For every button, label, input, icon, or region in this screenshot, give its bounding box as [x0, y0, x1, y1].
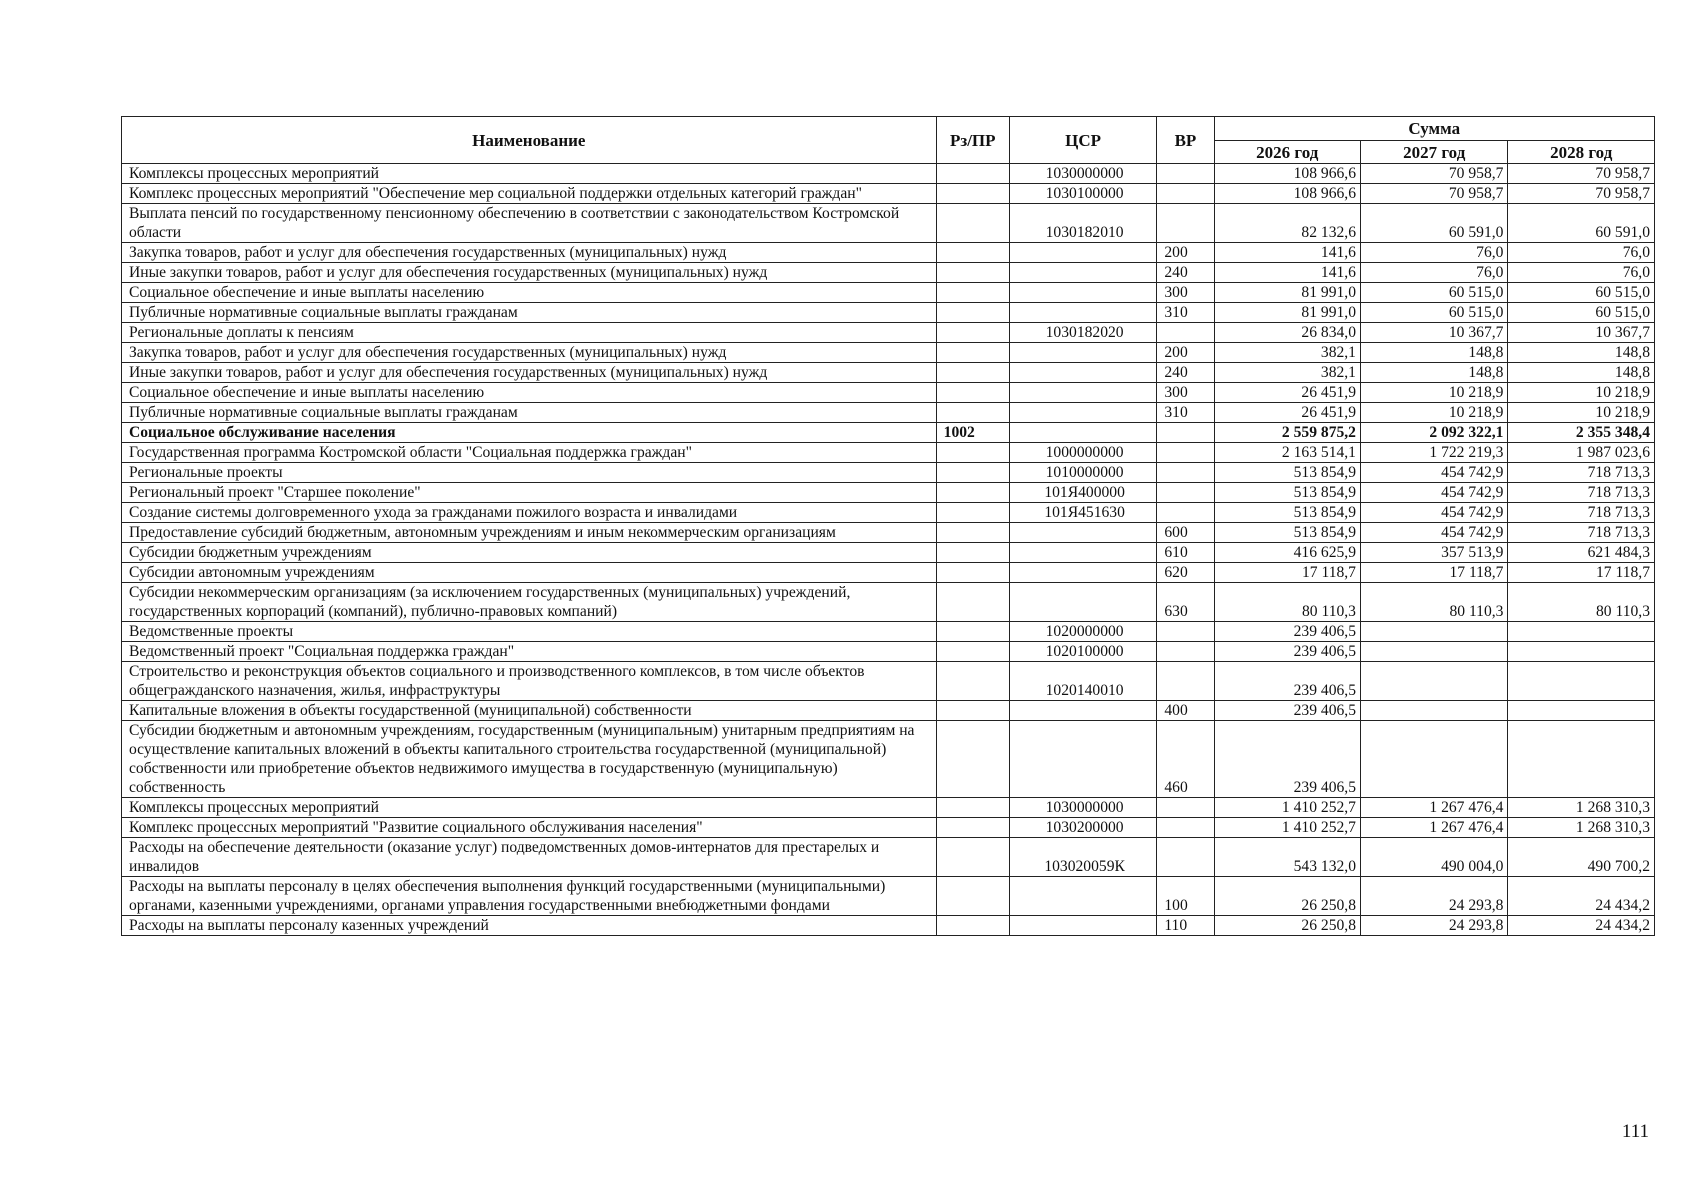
cell-sum-2026: 239 406,5	[1214, 642, 1360, 662]
header-rz: Рз/ПР	[936, 117, 1009, 164]
cell-vr: 310	[1157, 403, 1214, 423]
cell-name: Субсидии бюджетным учреждениям	[122, 543, 937, 563]
cell-csr: 1030000000	[1009, 164, 1156, 184]
cell-sum-2028: 24 434,2	[1508, 916, 1655, 936]
cell-vr	[1157, 483, 1214, 503]
table-row	[122, 303, 1655, 323]
cell-sum-2028: 60 591,0	[1508, 204, 1655, 243]
cell-sum-2028: 148,8	[1508, 363, 1655, 383]
cell-sum-2026: 382,1	[1214, 363, 1360, 383]
cell-sum-2028: 10 367,7	[1508, 323, 1655, 343]
cell-vr: 300	[1157, 383, 1214, 403]
cell-sum-2026: 26 250,8	[1214, 916, 1360, 936]
cell-sum-2026: 513 854,9	[1214, 523, 1360, 543]
cell-rz-pr	[936, 283, 1009, 303]
cell-vr	[1157, 622, 1214, 642]
cell-csr	[1009, 523, 1156, 543]
cell-sum-2028: 60 515,0	[1508, 303, 1655, 323]
cell-csr	[1009, 877, 1156, 916]
cell-sum-2027	[1360, 701, 1507, 721]
cell-rz-pr	[936, 263, 1009, 283]
cell-sum-2028: 718 713,3	[1508, 503, 1655, 523]
cell-sum-2027: 80 110,3	[1360, 583, 1507, 622]
header-year-2027: 2027 год	[1360, 141, 1507, 164]
table-row	[122, 204, 1655, 243]
cell-rz-pr	[936, 343, 1009, 363]
cell-rz-pr	[936, 916, 1009, 936]
cell-rz-pr	[936, 363, 1009, 383]
cell-name: Публичные нормативные социальные выплаты гражданам	[122, 303, 937, 323]
cell-sum-2026: 513 854,9	[1214, 483, 1360, 503]
cell-csr: 1030100000	[1009, 184, 1156, 204]
cell-sum-2027: 60 515,0	[1360, 283, 1507, 303]
cell-csr: 1030182020	[1009, 323, 1156, 343]
cell-vr: 460	[1157, 721, 1214, 798]
cell-sum-2028	[1508, 622, 1655, 642]
cell-name: Иные закупки товаров, работ и услуг для обеспечения государственных (муниципальных) нужд	[122, 263, 937, 283]
cell-name: Расходы на выплаты персоналу казенных учреждений	[122, 916, 937, 936]
cell-sum-2026: 26 250,8	[1214, 877, 1360, 916]
cell-sum-2027	[1360, 662, 1507, 701]
cell-name: Комплекс процессных мероприятий "Обеспечение мер социальной поддержки отдельных категорий граждан"	[122, 184, 937, 204]
header-name: Наименование	[122, 117, 937, 164]
cell-name: Региональные доплаты к пенсиям	[122, 323, 937, 343]
cell-rz-pr	[936, 543, 1009, 563]
cell-name: Комплексы процессных мероприятий	[122, 798, 937, 818]
cell-sum-2026: 141,6	[1214, 263, 1360, 283]
cell-rz-pr	[936, 164, 1009, 184]
cell-sum-2028: 76,0	[1508, 263, 1655, 283]
cell-sum-2027: 1 722 219,3	[1360, 443, 1507, 463]
cell-name: Предоставление субсидий бюджетным, автономным учреждениям и иным некоммерческим организациям	[122, 523, 937, 543]
cell-name: Создание системы долговременного ухода за гражданами пожилого возраста и инвалидами	[122, 503, 937, 523]
cell-sum-2027: 454 742,9	[1360, 503, 1507, 523]
table-row	[122, 543, 1655, 563]
cell-vr	[1157, 184, 1214, 204]
cell-sum-2027: 10 367,7	[1360, 323, 1507, 343]
cell-name: Строительство и реконструкция объектов социального и производственного комплексов, в том числе объектов общегражданского назначения, жилья, инфраструктуры	[122, 662, 937, 701]
cell-sum-2027: 24 293,8	[1360, 916, 1507, 936]
cell-csr	[1009, 403, 1156, 423]
table-row	[122, 818, 1655, 838]
cell-vr: 240	[1157, 363, 1214, 383]
cell-sum-2026: 2 559 875,2	[1214, 423, 1360, 443]
table-row	[122, 721, 1655, 798]
cell-rz-pr	[936, 838, 1009, 877]
cell-csr: 1030182010	[1009, 204, 1156, 243]
cell-name: Ведомственный проект "Социальная поддержка граждан"	[122, 642, 937, 662]
table-row	[122, 363, 1655, 383]
cell-sum-2027: 148,8	[1360, 363, 1507, 383]
cell-sum-2026: 1 410 252,7	[1214, 798, 1360, 818]
cell-sum-2027: 1 267 476,4	[1360, 798, 1507, 818]
cell-csr	[1009, 423, 1156, 443]
cell-sum-2028: 70 958,7	[1508, 164, 1655, 184]
table-row	[122, 523, 1655, 543]
table-row	[122, 503, 1655, 523]
cell-rz-pr	[936, 622, 1009, 642]
cell-rz-pr	[936, 563, 1009, 583]
cell-sum-2026: 81 991,0	[1214, 303, 1360, 323]
cell-csr: 1030000000	[1009, 798, 1156, 818]
cell-sum-2028: 2 355 348,4	[1508, 423, 1655, 443]
cell-rz-pr	[936, 877, 1009, 916]
table-row	[122, 283, 1655, 303]
cell-csr	[1009, 303, 1156, 323]
cell-vr	[1157, 642, 1214, 662]
cell-rz-pr	[936, 184, 1009, 204]
cell-vr	[1157, 503, 1214, 523]
table-row	[122, 916, 1655, 936]
cell-sum-2027: 76,0	[1360, 243, 1507, 263]
cell-rz-pr	[936, 523, 1009, 543]
cell-sum-2028: 17 118,7	[1508, 563, 1655, 583]
cell-vr	[1157, 818, 1214, 838]
cell-csr	[1009, 363, 1156, 383]
cell-rz-pr	[936, 483, 1009, 503]
cell-sum-2028	[1508, 721, 1655, 798]
cell-sum-2027: 60 591,0	[1360, 204, 1507, 243]
cell-sum-2028	[1508, 701, 1655, 721]
cell-csr: 1020140010	[1009, 662, 1156, 701]
cell-csr	[1009, 263, 1156, 283]
cell-vr: 110	[1157, 916, 1214, 936]
cell-sum-2028	[1508, 642, 1655, 662]
cell-vr	[1157, 443, 1214, 463]
table-row	[122, 243, 1655, 263]
cell-sum-2027: 454 742,9	[1360, 463, 1507, 483]
cell-vr: 620	[1157, 563, 1214, 583]
table-row	[122, 463, 1655, 483]
cell-sum-2028: 60 515,0	[1508, 283, 1655, 303]
cell-sum-2028: 1 268 310,3	[1508, 798, 1655, 818]
cell-sum-2027: 490 004,0	[1360, 838, 1507, 877]
table-row	[122, 838, 1655, 877]
cell-sum-2028: 80 110,3	[1508, 583, 1655, 622]
cell-rz-pr	[936, 323, 1009, 343]
cell-vr: 240	[1157, 263, 1214, 283]
cell-sum-2026: 239 406,5	[1214, 721, 1360, 798]
cell-sum-2026: 82 132,6	[1214, 204, 1360, 243]
cell-vr: 200	[1157, 243, 1214, 263]
table-row	[122, 701, 1655, 721]
cell-rz-pr: 1002	[936, 423, 1009, 443]
cell-name: Публичные нормативные социальные выплаты гражданам	[122, 403, 937, 423]
cell-sum-2027: 70 958,7	[1360, 164, 1507, 184]
cell-name: Выплата пенсий по государственному пенсионному обеспечению в соответствии с законодательством Костромской области	[122, 204, 937, 243]
cell-csr: 1030200000	[1009, 818, 1156, 838]
cell-name: Капитальные вложения в объекты государственной (муниципальной) собственности	[122, 701, 937, 721]
cell-csr	[1009, 721, 1156, 798]
cell-vr	[1157, 164, 1214, 184]
cell-rz-pr	[936, 463, 1009, 483]
cell-name: Субсидии автономным учреждениям	[122, 563, 937, 583]
cell-sum-2026: 239 406,5	[1214, 622, 1360, 642]
cell-sum-2026: 26 834,0	[1214, 323, 1360, 343]
cell-sum-2028: 1 268 310,3	[1508, 818, 1655, 838]
cell-rz-pr	[936, 721, 1009, 798]
cell-sum-2026: 1 410 252,7	[1214, 818, 1360, 838]
cell-rz-pr	[936, 403, 1009, 423]
cell-sum-2026: 416 625,9	[1214, 543, 1360, 563]
cell-name: Социальное обслуживание населения	[122, 423, 937, 443]
cell-name: Закупка товаров, работ и услуг для обеспечения государственных (муниципальных) нужд	[122, 343, 937, 363]
cell-sum-2028: 24 434,2	[1508, 877, 1655, 916]
cell-sum-2027: 454 742,9	[1360, 483, 1507, 503]
cell-sum-2027: 454 742,9	[1360, 523, 1507, 543]
page-number: 111	[1621, 1121, 1649, 1142]
cell-sum-2027: 70 958,7	[1360, 184, 1507, 204]
cell-sum-2026: 382,1	[1214, 343, 1360, 363]
cell-vr	[1157, 204, 1214, 243]
cell-rz-pr	[936, 798, 1009, 818]
cell-sum-2027: 148,8	[1360, 343, 1507, 363]
cell-vr	[1157, 838, 1214, 877]
cell-csr	[1009, 383, 1156, 403]
cell-csr: 1000000000	[1009, 443, 1156, 463]
cell-rz-pr	[936, 303, 1009, 323]
cell-vr: 400	[1157, 701, 1214, 721]
cell-csr	[1009, 583, 1156, 622]
table-row	[122, 423, 1655, 443]
cell-sum-2028: 718 713,3	[1508, 483, 1655, 503]
cell-csr: 1020000000	[1009, 622, 1156, 642]
table-row	[122, 164, 1655, 184]
cell-rz-pr	[936, 383, 1009, 403]
table-row	[122, 403, 1655, 423]
cell-sum-2028: 10 218,9	[1508, 383, 1655, 403]
cell-csr: 101Я451630	[1009, 503, 1156, 523]
cell-rz-pr	[936, 583, 1009, 622]
cell-name: Расходы на выплаты персоналу в целях обеспечения выполнения функций государственными (муниципальными) органами, казенными учреждениями, органами управления государственными внебюджетными фондами	[122, 877, 937, 916]
cell-name: Субсидии бюджетным и автономным учреждениям, государственным (муниципальным) унитарным предприятиям на осуществление капитальных вложений в объекты капитального строительства государственной (муниципальной) собственности или приобретение объектов недвижимого имущества в государственную (муниципальную) собственность	[122, 721, 937, 798]
header-year-2028: 2028 год	[1508, 141, 1655, 164]
cell-name: Комплекс процессных мероприятий "Развитие социального обслуживания населения"	[122, 818, 937, 838]
cell-sum-2028: 718 713,3	[1508, 463, 1655, 483]
cell-vr: 100	[1157, 877, 1214, 916]
cell-name: Иные закупки товаров, работ и услуг для обеспечения государственных (муниципальных) нужд	[122, 363, 937, 383]
cell-sum-2027	[1360, 721, 1507, 798]
cell-rz-pr	[936, 701, 1009, 721]
table-row	[122, 877, 1655, 916]
cell-sum-2028: 70 958,7	[1508, 184, 1655, 204]
cell-name: Расходы на обеспечение деятельности (оказание услуг) подведомственных домов-интернатов для престарелых и инвалидов	[122, 838, 937, 877]
cell-csr: 103020059К	[1009, 838, 1156, 877]
cell-rz-pr	[936, 503, 1009, 523]
cell-sum-2027: 357 513,9	[1360, 543, 1507, 563]
cell-vr: 630	[1157, 583, 1214, 622]
cell-csr	[1009, 543, 1156, 563]
cell-sum-2026: 543 132,0	[1214, 838, 1360, 877]
cell-name: Социальное обеспечение и иные выплаты населению	[122, 383, 937, 403]
cell-rz-pr	[936, 662, 1009, 701]
cell-sum-2027: 24 293,8	[1360, 877, 1507, 916]
cell-name: Региональные проекты	[122, 463, 937, 483]
cell-csr	[1009, 283, 1156, 303]
table-body	[122, 164, 1655, 936]
cell-rz-pr	[936, 818, 1009, 838]
cell-name: Региональный проект "Старшее поколение"	[122, 483, 937, 503]
table-row	[122, 483, 1655, 503]
cell-sum-2027: 76,0	[1360, 263, 1507, 283]
cell-sum-2026: 17 118,7	[1214, 563, 1360, 583]
cell-vr: 310	[1157, 303, 1214, 323]
cell-sum-2026: 513 854,9	[1214, 463, 1360, 483]
cell-vr	[1157, 423, 1214, 443]
cell-sum-2027: 17 118,7	[1360, 563, 1507, 583]
cell-csr	[1009, 701, 1156, 721]
cell-sum-2027: 60 515,0	[1360, 303, 1507, 323]
cell-vr	[1157, 323, 1214, 343]
cell-sum-2028: 10 218,9	[1508, 403, 1655, 423]
cell-sum-2027: 2 092 322,1	[1360, 423, 1507, 443]
cell-sum-2026: 26 451,9	[1214, 383, 1360, 403]
cell-vr: 300	[1157, 283, 1214, 303]
cell-vr	[1157, 463, 1214, 483]
table-row	[122, 563, 1655, 583]
cell-sum-2026: 108 966,6	[1214, 184, 1360, 204]
cell-rz-pr	[936, 443, 1009, 463]
header-year-2026: 2026 год	[1214, 141, 1360, 164]
budget-table	[121, 116, 1655, 936]
cell-sum-2026: 108 966,6	[1214, 164, 1360, 184]
table-row	[122, 263, 1655, 283]
table-row	[122, 184, 1655, 204]
cell-vr	[1157, 662, 1214, 701]
header-vr: ВР	[1157, 117, 1214, 164]
cell-rz-pr	[936, 642, 1009, 662]
table-row	[122, 343, 1655, 363]
cell-vr: 610	[1157, 543, 1214, 563]
header-csr: ЦСР	[1009, 117, 1156, 164]
cell-sum-2026: 80 110,3	[1214, 583, 1360, 622]
cell-sum-2028: 621 484,3	[1508, 543, 1655, 563]
table-row	[122, 323, 1655, 343]
cell-rz-pr	[936, 243, 1009, 263]
cell-sum-2026: 239 406,5	[1214, 662, 1360, 701]
cell-sum-2027	[1360, 622, 1507, 642]
table-row	[122, 622, 1655, 642]
cell-name: Закупка товаров, работ и услуг для обеспечения государственных (муниципальных) нужд	[122, 243, 937, 263]
cell-sum-2026: 239 406,5	[1214, 701, 1360, 721]
cell-sum-2026: 141,6	[1214, 243, 1360, 263]
cell-vr	[1157, 798, 1214, 818]
cell-sum-2028: 1 987 023,6	[1508, 443, 1655, 463]
cell-sum-2028	[1508, 662, 1655, 701]
cell-sum-2027: 1 267 476,4	[1360, 818, 1507, 838]
cell-name: Субсидии некоммерческим организациям (за исключением государственных (муниципальных) учреждений, государственных корпораций (компаний), публично-правовых компаний)	[122, 583, 937, 622]
cell-csr	[1009, 563, 1156, 583]
cell-rz-pr	[936, 204, 1009, 243]
cell-sum-2027	[1360, 642, 1507, 662]
table-row	[122, 383, 1655, 403]
cell-csr	[1009, 916, 1156, 936]
cell-sum-2028: 148,8	[1508, 343, 1655, 363]
cell-csr: 1010000000	[1009, 463, 1156, 483]
cell-sum-2026: 26 451,9	[1214, 403, 1360, 423]
cell-csr: 101Я400000	[1009, 483, 1156, 503]
cell-name: Комплексы процессных мероприятий	[122, 164, 937, 184]
cell-sum-2026: 513 854,9	[1214, 503, 1360, 523]
cell-sum-2027: 10 218,9	[1360, 403, 1507, 423]
table-row	[122, 443, 1655, 463]
table-row	[122, 662, 1655, 701]
cell-name: Социальное обеспечение и иные выплаты населению	[122, 283, 937, 303]
cell-name: Государственная программа Костромской области "Социальная поддержка граждан"	[122, 443, 937, 463]
cell-vr: 600	[1157, 523, 1214, 543]
cell-sum-2028: 718 713,3	[1508, 523, 1655, 543]
cell-sum-2028: 76,0	[1508, 243, 1655, 263]
table-row	[122, 642, 1655, 662]
cell-sum-2026: 2 163 514,1	[1214, 443, 1360, 463]
cell-sum-2026: 81 991,0	[1214, 283, 1360, 303]
header-sum: Сумма	[1214, 117, 1654, 141]
cell-name: Ведомственные проекты	[122, 622, 937, 642]
table-row	[122, 583, 1655, 622]
cell-csr	[1009, 343, 1156, 363]
cell-sum-2028: 490 700,2	[1508, 838, 1655, 877]
cell-vr: 200	[1157, 343, 1214, 363]
cell-csr	[1009, 243, 1156, 263]
cell-sum-2027: 10 218,9	[1360, 383, 1507, 403]
table-row	[122, 798, 1655, 818]
cell-csr: 1020100000	[1009, 642, 1156, 662]
